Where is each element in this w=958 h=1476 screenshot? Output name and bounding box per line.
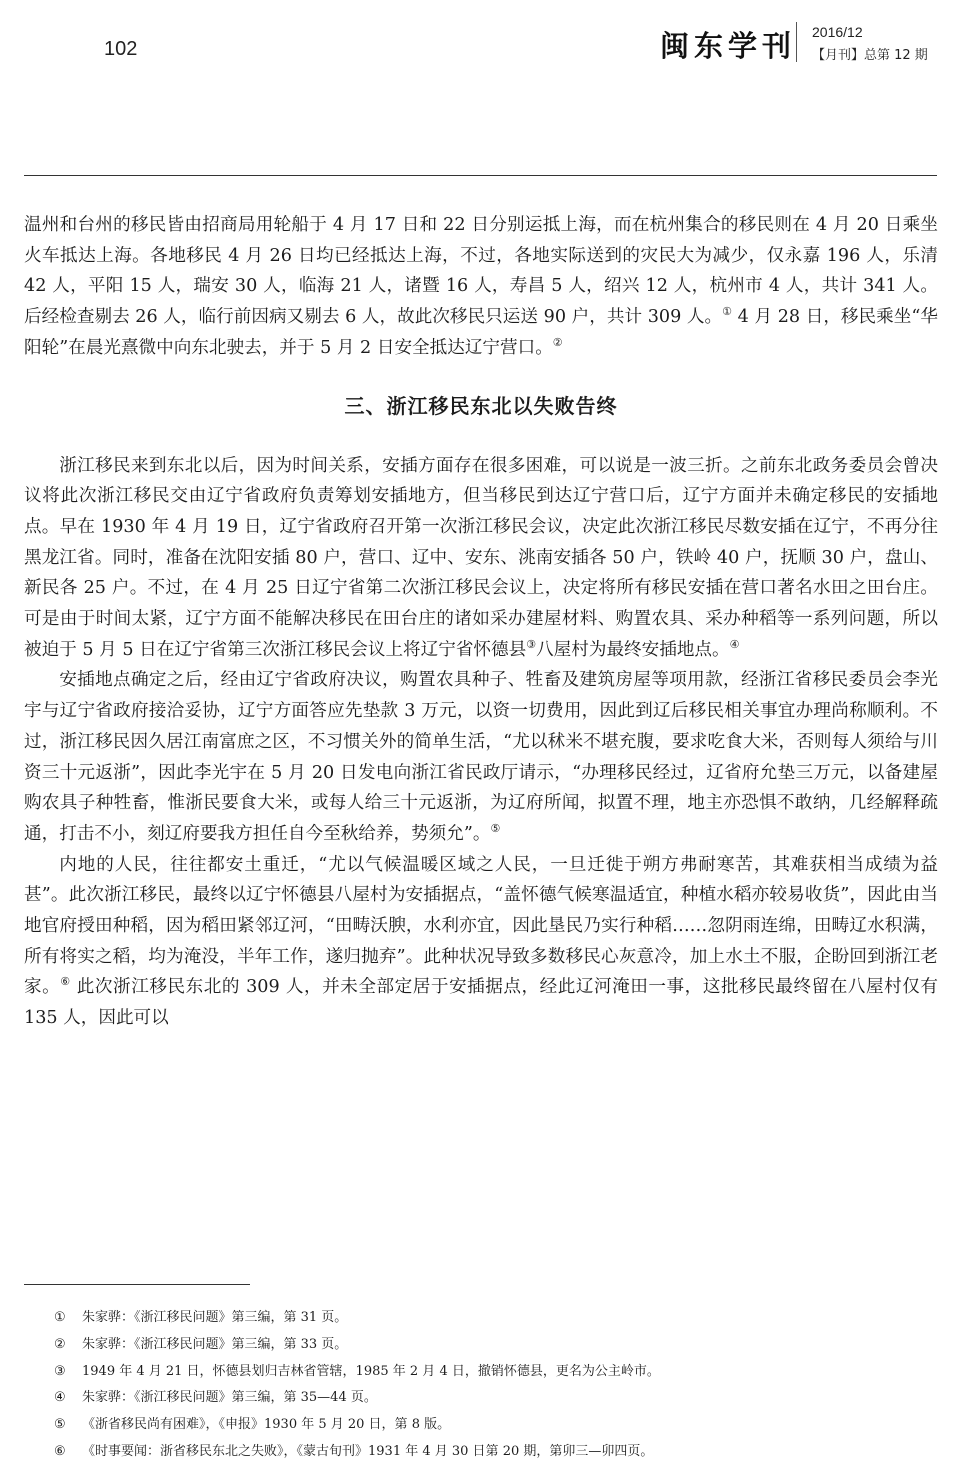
footnotes — [54, 1305, 934, 1466]
page-number: 102 — [104, 38, 138, 60]
footnote-text: 朱家骅：《浙江移民问题》第三编，第 33 页。 — [82, 1336, 348, 1352]
footnote-mark: ① — [54, 1310, 66, 1325]
footnote-text: 朱家骅：《浙江移民问题》第三编，第 35—44 页。 — [82, 1390, 377, 1406]
paragraph-text: 内地的人民，往往都安土重迁，“尤以气候温暖区域之人民，一旦迁徙于朔方弗耐寒苦，其难获相当成绩为益甚”。此次浙江移民，最终以辽宁怀德县八屋村为安插据点，“盖怀德气候寒温适宜，种植水稻亦较易收货”，因此由当地官府授田种稻，因为稻田紧邻辽河，“田畴沃腴，水利亦宜，因此垦民乃实行种稻……忽阴雨连绵，田畴辽水积满，所有将实之稻，均为淹没，半年工作，遂归抛弃”。此种状况导致多数移民心灰意冷，加上水土不服，企盼回到浙江老家。 — [24, 854, 938, 998]
footnote-item — [54, 1412, 934, 1439]
footnote-ref[interactable]: ② — [552, 335, 563, 349]
paragraph-text: 浙江移民来到东北以后，因为时间关系，安插方面存在很多困难，可以说是一波三折。之前东北政务委员会曾决议将此次浙江移民交由辽宁省政府负责筹划安插地方，但当移民到达辽宁营口后，辽宁方面并未确定移民的安插地点。早在 1930 年 4 月 19 日，辽宁省政府召开第一次浙江移民会议，决定此次浙江移民尽数安插在辽宁，不再分往黑龙江省。同时，准备在沈阳安插 80 户，营口、辽中、安东、洮南安插各 50 户，铁岭 40 户，抚顺 30 户，盘山、新民各 25 户。不过，在 4 月 25 日辽宁省第二次浙江移民会议上，决定将所有移民安插在营口著名水田之田台庄。可是由于时间太紧，辽宁方面不能解决移民在田台庄的诸如采办建屋材料、购置农具、采办种稻等一系列问题，所以被迫于 5 月 5 日在辽宁省第三次浙江移民会议上将辽宁省怀德县 — [24, 455, 938, 660]
footnote-text: 1949 年 4 月 21 日，怀德县划归吉林省管辖，1985 年 2 月 4 日，撤销怀德县，更名为公主岭市。 — [82, 1363, 660, 1379]
paragraph-text: 此次浙江移民东北的 309 人，并未全部定居于安插据点，经此辽河淹田一事，这批移民最终留在八屋村仅有 135 人，因此可以 — [24, 977, 938, 1029]
paragraph-4 — [24, 850, 938, 1034]
footnote-mark: ③ — [54, 1363, 66, 1379]
footnote-mark: ⑤ — [54, 1417, 66, 1433]
footnote-mark: ⑥ — [54, 1443, 66, 1459]
paragraph-text: 温州和台州的移民皆由招商局用轮船于 4 月 17 日和 22 日分别运抵上海，而在杭州集合的移民则在 4 月 20 日乘坐火车抵达上海。各地移民 4 月 26 日均已经抵达上海，不过，各地实际送到的灾民大为减少，仅永嘉 196 人，乐清 42 人，平阳 15 人，瑞安 30 人，临海 21 人，诸暨 16 人，寿昌 5 人，绍兴 12 人，杭州市 4 人，共计 341 人。后经检查剔去 26 人，临行前因病又剔去 6 人，故此次移民只运送 90 户，共计 309 人。 — [24, 215, 938, 328]
footnote-text: 《时事要闻：浙省移民东北之失败》，《蒙古旬刊》1931 年 4 月 30 日第 20 期，第卯三—卯四页。 — [82, 1443, 654, 1459]
footnote-item — [54, 1359, 934, 1386]
header-rule — [24, 175, 937, 176]
footnote-item — [54, 1332, 934, 1359]
footnote-ref[interactable]: ① — [722, 305, 733, 319]
paragraph-1 — [24, 210, 938, 364]
paragraph-2 — [24, 451, 938, 666]
paragraph-3 — [24, 665, 938, 849]
section-heading: 三、浙江移民东北以失败告终 — [344, 393, 618, 418]
footnote-text: 朱家骅：《浙江移民问题》第三编，第 31 页。 — [82, 1310, 348, 1325]
footnote-ref[interactable]: ⑤ — [490, 822, 501, 836]
footnote-mark: ④ — [54, 1390, 66, 1406]
footnote-text: 《浙省移民尚有困难》，《申报》1930 年 5 月 20 日，第 8 版。 — [82, 1417, 451, 1433]
issue-date: 2016/12 — [812, 24, 863, 40]
footnote-item — [54, 1305, 934, 1332]
header-divider — [796, 22, 797, 62]
body-text — [24, 210, 938, 1034]
journal-name: 闽东学刊 — [660, 29, 797, 63]
footnote-item — [54, 1385, 934, 1412]
paragraph-text: 安插地点确定之后，经由辽宁省政府决议，购置农具种子、牲畜及建筑房屋等项用款，经浙江省移民委员会李光宇与辽宁省政府接洽妥协，辽宁方面答应先垫款 3 万元，以资一切费用，因此到辽后移民相关事宜办理尚称顺利。不过，浙江移民因久居江南富庶之区，不习惯关外的简单生活，“尤以秫米不堪充腹，要求吃食大米，否则每人须给与川资三十元返浙”，因此李光宇在 5 月 20 日发电向浙江省民政厅请示，“办理移民经过，辽省府允垫三万元，以备建屋购农具子种牲畜，惟浙民要食大米，或每人给三十元返浙，为辽府所闻，拟置不理，地主亦恐惧不敢纳，几经解释疏通，打击不小，刻辽府要我方担任自今至秋给养，势须允”。 — [24, 670, 938, 844]
footnote-item — [54, 1439, 934, 1466]
footnote-mark: ② — [54, 1336, 66, 1352]
footnote-ref[interactable]: ④ — [729, 637, 740, 651]
paragraph-text: 八屋村为最终安插地点。 — [536, 639, 730, 660]
issue-number: 【月刊】总第 12 期 — [812, 48, 928, 63]
footnote-rule — [24, 1284, 250, 1285]
footnote-ref[interactable]: ⑥ — [60, 975, 71, 989]
paragraph-text: 4 月 28 日，移民乘坐“华阳轮”在晨光熹微中向东北驶去，并于 5 月 2 日安全抵达辽宁营口。 — [24, 307, 938, 358]
footnote-ref[interactable]: ③ — [526, 637, 537, 651]
